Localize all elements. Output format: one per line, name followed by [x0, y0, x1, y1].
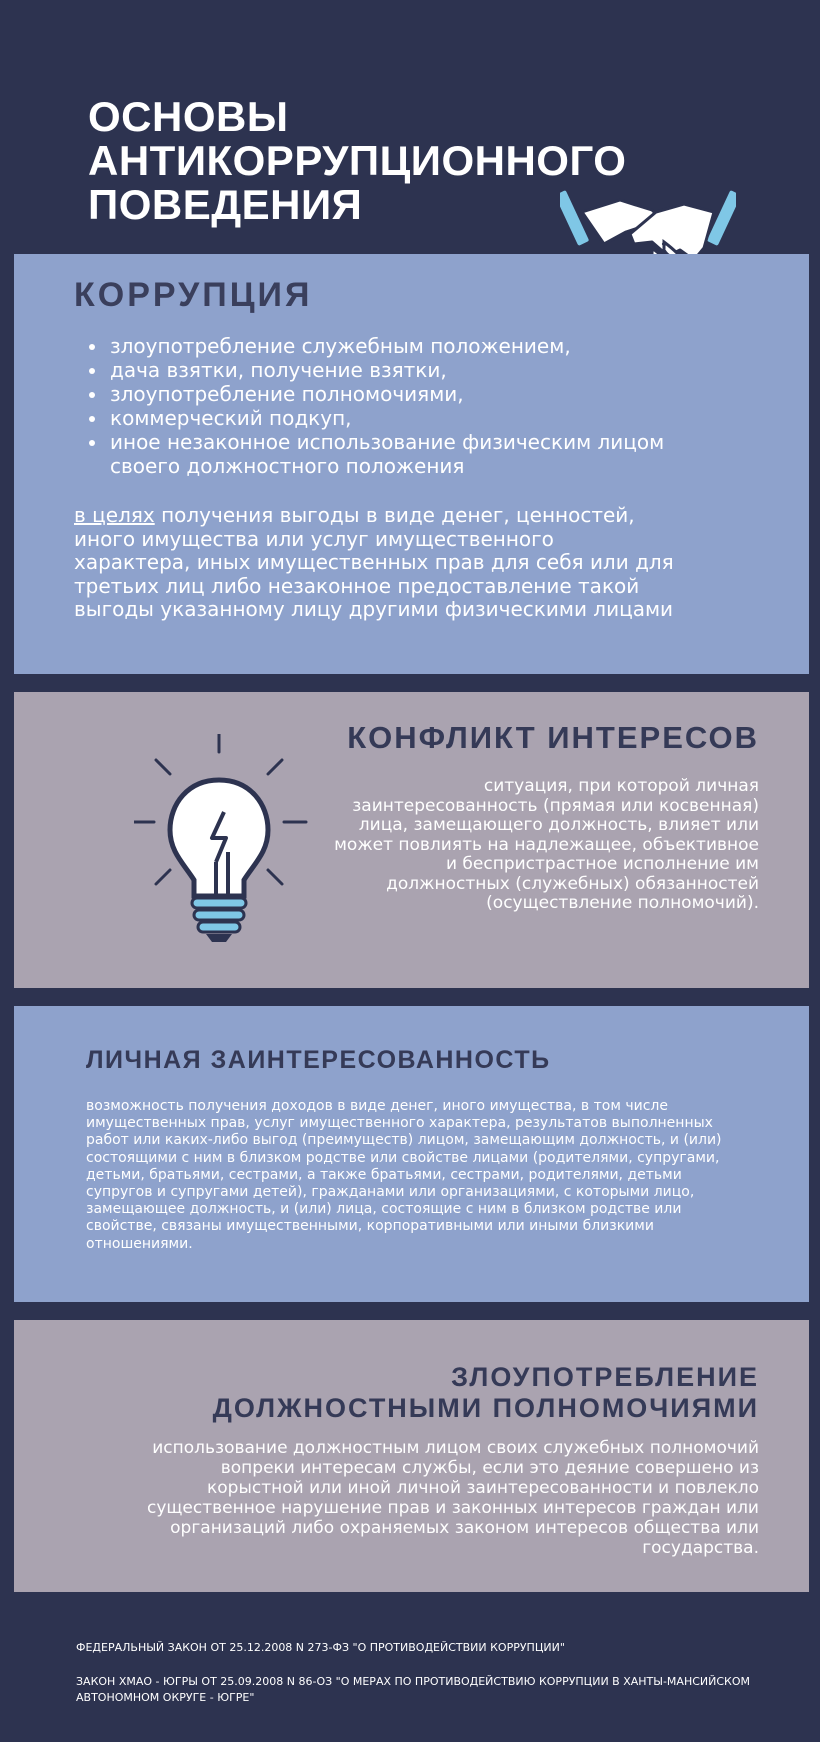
abuse-heading — [213, 1362, 759, 1424]
corruption-text: получения выгоды в виде денег, ценностей, иного имущества или услуг имущественного характера, иных имущественных прав для себя или для третьих лиц либо незаконное предоставление такой выгоды указанному лицу другими физическими лицами — [74, 503, 674, 621]
title-line-3: ПОВЕДЕНИЯ — [88, 181, 363, 228]
list-item: • иное незаконное использование физическим лицом своего должностного положения — [108, 430, 668, 478]
page-title — [88, 95, 626, 227]
interest-paragraph: возможность получения доходов в виде денег, иного имущества, в том числе имущественных прав, услуг имущественного характера, результатов выполненных работ или каких-либо выгод (преимуществ) лицом, замещающим должность, и (или) состоящими с ним в близком родстве или свойстве лицами (родителями, супругами, детьми, братьями, сестрами, а также братьями, сестрами, родителями, детьми супругов и супругами детей), гражданами или организациями, с которыми лицо, замещающее должность, и (или) лица, состоящие с ним в близком родстве или свойстве, связаны имущественными, корпоративными или иными близкими отношениями. — [86, 1098, 722, 1252]
list-item: • коммерческий подкуп, — [108, 406, 668, 430]
abuse-heading-line-1: ЗЛОУПОТРЕБЛЕНИЕ — [451, 1362, 759, 1392]
footer-law-1: ФЕДЕРАЛЬНЫЙ ЗАКОН ОТ 25.12.2008 N 273-ФЗ "О ПРОТИВОДЕЙСТВИИ КОРРУПЦИИ" — [76, 1641, 565, 1654]
title-line-1: ОСНОВЫ — [88, 93, 289, 140]
lightbulb-icon — [134, 734, 344, 964]
interest-card — [14, 1006, 809, 1302]
conflict-heading: КОНФЛИКТ ИНТЕРЕСОВ — [347, 720, 759, 755]
list-item: • злоупотребление полномочиями, — [108, 382, 668, 406]
title-line-2: АНТИКОРРУПЦИОННОГО — [88, 137, 627, 184]
abuse-paragraph: использование должностным лицом своих служебных полномочий вопреки интересам службы, если это деяние совершено из корыстной или иной личной заинтересованности и повлекло существенное нарушение прав и законных интересов граждан или организаций либо охраняемых законом интересов общества или государства. — [146, 1438, 759, 1558]
footer-law-2: ЗАКОН ХМАО - ЮГРЫ ОТ 25.09.2008 N 86-ОЗ "О МЕРАХ ПО ПРОТИВОДЕЙСТВИЮ КОРРУПЦИИ В ХАНТЫ-МАНСИЙСКОМ АВТОНОМНОМ ОКРУГЕ - ЮГРЕ" — [76, 1675, 750, 1704]
corruption-card — [14, 254, 809, 674]
conflict-paragraph: ситуация, при которой личная заинтересованность (прямая или косвенная) лица, замещающего должность, влияет или может повлиять на надлежащее, объективное и беспристрастное исполнение им должностных (служебных) обязанностей (осуществление полномочий). — [334, 776, 759, 913]
corruption-paragraph — [74, 504, 674, 622]
list-item: • злоупотребление служебным положением, — [108, 334, 668, 358]
corruption-list — [74, 334, 668, 478]
corruption-lead: в целях — [74, 503, 155, 527]
abuse-heading-line-2: ДОЛЖНОСТНЫМИ ПОЛНОМОЧИЯМИ — [212, 1393, 759, 1423]
abuse-card — [14, 1320, 809, 1592]
conflict-card — [14, 692, 809, 988]
corruption-heading: КОРРУПЦИЯ — [74, 276, 313, 314]
list-item: • дача взятки, получение взятки, — [108, 358, 668, 382]
interest-heading: ЛИЧНАЯ ЗАИНТЕРЕСОВАННОСТЬ — [86, 1046, 551, 1074]
